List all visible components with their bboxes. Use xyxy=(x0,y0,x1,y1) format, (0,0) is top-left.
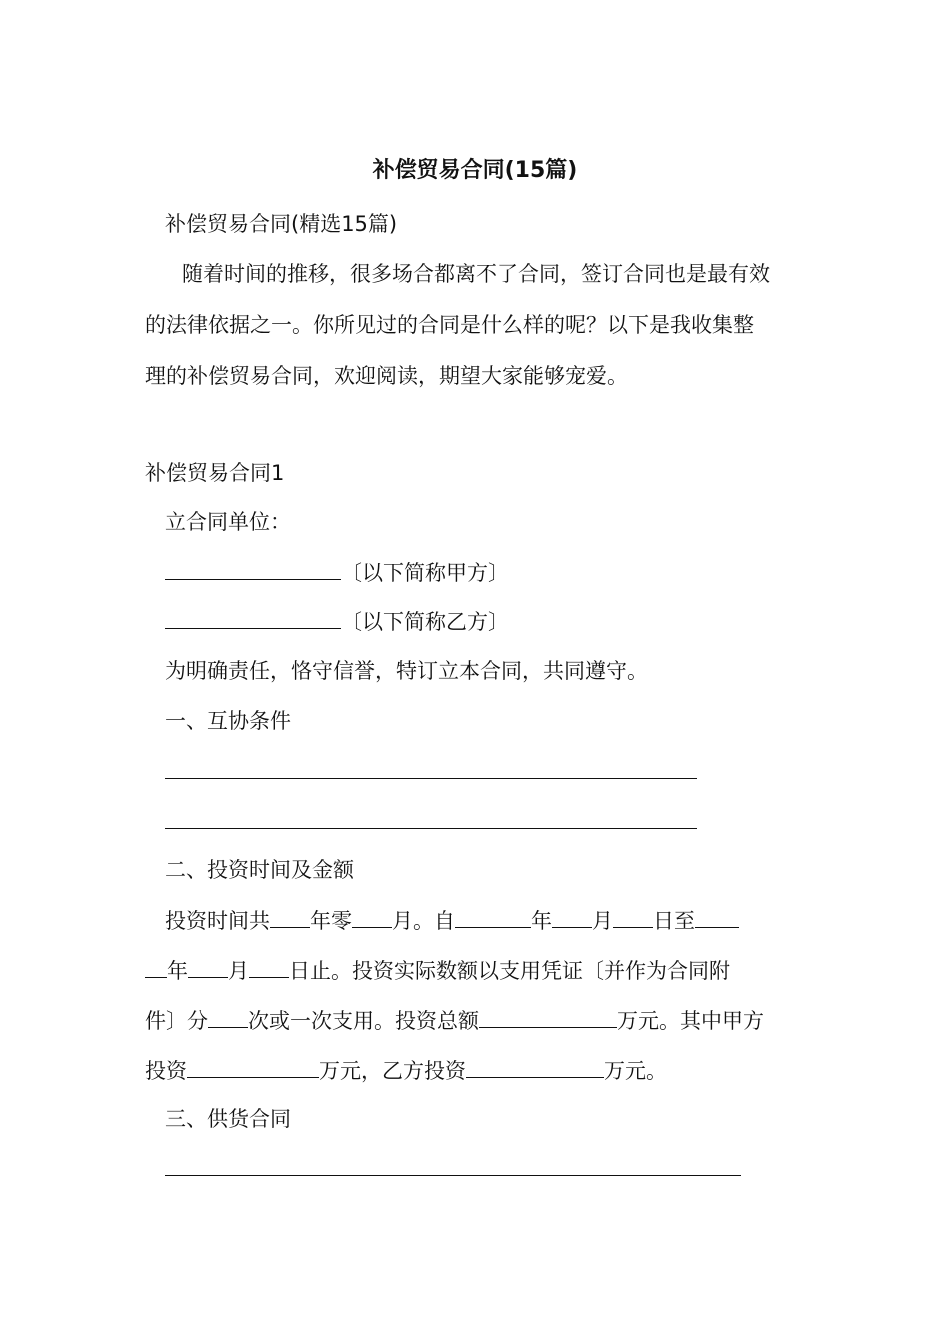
party-a-label: 〔以下简称甲方〕 xyxy=(341,561,509,585)
document-title: 补偿贸易合同(15篇) xyxy=(372,158,578,183)
invest-line-1 xyxy=(165,905,739,936)
party-a-line xyxy=(165,557,509,588)
invest-line-3 xyxy=(145,1005,764,1036)
fill-blank xyxy=(208,1005,248,1028)
fill-blank xyxy=(613,905,653,928)
invest-text: 月。自 xyxy=(392,909,455,933)
section-1-blank-line-1 xyxy=(165,756,697,787)
invest-text: 日至 xyxy=(653,909,695,933)
invest-line-4 xyxy=(145,1055,667,1086)
party-b-line xyxy=(165,606,509,637)
parties-label: 立合同单位： xyxy=(165,510,291,534)
section-2-heading: 二、投资时间及金额 xyxy=(165,858,354,882)
invest-text: 月 xyxy=(228,959,249,983)
party-b-blank xyxy=(165,606,341,629)
fill-blank xyxy=(270,905,310,928)
invest-text: 月 xyxy=(592,909,613,933)
section-3-blank-line xyxy=(165,1153,741,1184)
fill-blank xyxy=(352,905,392,928)
fill-blank xyxy=(165,756,697,779)
invest-text: 万元。其中甲方 xyxy=(617,1009,764,1033)
document-subtitle: 补偿贸易合同(精选15篇) xyxy=(165,212,398,236)
intro-line-2: 的法律依据之一。你所见过的合同是什么样的呢？以下是我收集整 xyxy=(145,313,754,337)
invest-text: 年 xyxy=(167,959,188,983)
fill-blank xyxy=(455,905,531,928)
fill-blank xyxy=(165,1153,741,1176)
fill-blank xyxy=(188,955,228,978)
fill-blank xyxy=(552,905,592,928)
section-3-heading: 三、供货合同 xyxy=(165,1107,291,1131)
invest-text: 投资 xyxy=(145,1059,187,1083)
invest-line-2 xyxy=(145,955,730,986)
intro-line-1: 随着时间的推移，很多场合都离不了合同，签订合同也是最有效 xyxy=(182,262,770,286)
invest-text: 件〕分 xyxy=(145,1009,208,1033)
section-1-heading: 一、互协条件 xyxy=(165,709,291,733)
invest-text: 投资时间共 xyxy=(165,909,270,933)
fill-blank xyxy=(187,1055,319,1078)
contract-heading: 补偿贸易合同1 xyxy=(145,461,285,485)
fill-blank xyxy=(695,905,739,928)
fill-blank xyxy=(165,806,697,829)
invest-text: 万元。 xyxy=(604,1059,667,1083)
invest-text: 年 xyxy=(531,909,552,933)
invest-text: 日止。投资实际数额以支用凭证〔并作为合同附 xyxy=(289,959,730,983)
invest-text: 次或一次支用。投资总额 xyxy=(248,1009,479,1033)
fill-blank xyxy=(479,1005,617,1028)
fill-blank xyxy=(249,955,289,978)
invest-text: 年零 xyxy=(310,909,352,933)
fill-blank xyxy=(145,955,167,978)
purpose-text: 为明确责任，恪守信誉，特订立本合同，共同遵守。 xyxy=(165,659,648,683)
fill-blank xyxy=(466,1055,604,1078)
invest-text: 万元，乙方投资 xyxy=(319,1059,466,1083)
party-a-blank xyxy=(165,557,341,580)
intro-line-3: 理的补偿贸易合同，欢迎阅读，期望大家能够宠爱。 xyxy=(145,364,628,388)
party-b-label: 〔以下简称乙方〕 xyxy=(341,610,509,634)
section-1-blank-line-2 xyxy=(165,806,697,837)
